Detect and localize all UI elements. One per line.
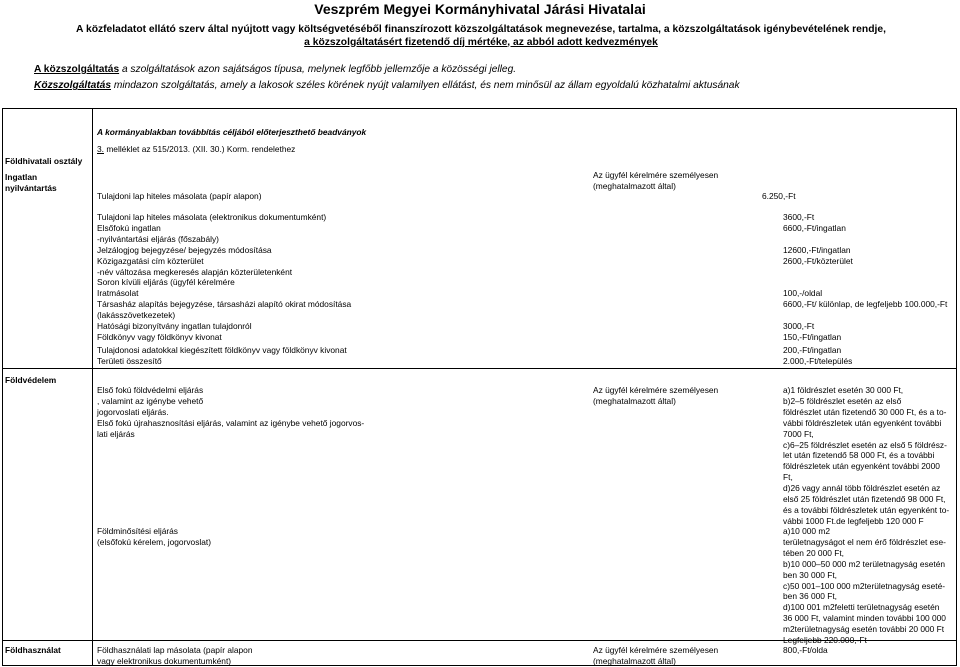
service-name: Tulajdoni lap hiteles másolata (elektronikus dokumentumként) <box>97 212 327 222</box>
service-name: Soron kívüli eljárás (ügyfél kérelmére <box>97 277 235 288</box>
fee-line: ben 30 000 Ft, <box>783 569 838 580</box>
service-name: Tulajdoni lap hiteles másolata (papír alapon) <box>97 191 262 201</box>
procedure-line: lati eljárás <box>97 428 135 439</box>
service-fee: 12600,-Ft/ingatlan <box>783 244 851 255</box>
service-fee: 100,-/oldal <box>783 288 823 299</box>
service-fee <box>783 234 947 245</box>
fee-line: vábbi 1000 Ft.de legfeljebb 120 000 F <box>783 515 924 526</box>
minosites-procedure <box>97 526 211 548</box>
intro-text-1: a szolgáltatások azon sajátságos típusa, melynek legfőbb jellemzője a közösségi jelleg. <box>119 64 517 75</box>
mode-line-2: (meghatalmazott által) <box>593 180 676 191</box>
category-foldhivatali: Földhivatali osztály <box>5 156 83 166</box>
fee-line: 7000 Ft, <box>783 428 814 439</box>
procedure-line: , valamint az igénybe vehető <box>97 395 204 406</box>
procedure-line: jogorvoslati eljárás. <box>97 406 169 417</box>
document-heading <box>62 24 900 49</box>
fee-line: tében 20 000 Ft, <box>783 547 844 558</box>
fee-line: ben 36 000 Ft, <box>783 591 838 602</box>
intro-term-2: Közszolgáltatás <box>34 80 111 91</box>
intro-definition-1 <box>34 64 516 75</box>
mode-line-1: Az ügyfél kérelmére személyesen <box>593 645 719 655</box>
service-name: Közigazgatási cím közterület <box>97 255 204 266</box>
mode-line-2: (meghatalmazott által) <box>593 655 676 666</box>
fee-line: első 25 földrészlet után fizetendő 98 000 Ft, <box>783 494 946 505</box>
ingatlan-fees-list-2 <box>783 345 852 367</box>
fee-line: területnagyságot el nem érő földrészlet ese- <box>783 536 946 547</box>
service-fee <box>783 267 947 278</box>
category-ingatlan-line-1: Ingatlan <box>5 172 38 182</box>
category-ingatlan <box>5 172 57 194</box>
service-fee: 6600,-Ft/ különlap, de legfeljebb 100.000,-Ft <box>783 299 948 310</box>
minosites-fee <box>783 526 946 646</box>
foldhasznalat-procedure <box>97 645 253 667</box>
foldhasznalat-fee: 800,-Ft/olda <box>783 645 828 655</box>
submission-mode-foldvedelem <box>593 385 718 407</box>
foldvedelem-procedure <box>97 385 364 440</box>
service-fee: 150,-Ft/ingatlan <box>783 331 842 342</box>
service-name: -nyilvántartási eljárás (főszabály) <box>97 233 219 244</box>
service-name: Elsőfokú ingatlan <box>97 222 161 233</box>
service-name: Iratmásolat <box>97 288 139 299</box>
procedure-line: (elsőfokú kérelem, jogorvoslat) <box>97 536 212 547</box>
service-name: Területi összesítő <box>97 355 162 366</box>
service-name: Jelzálogjog bejegyzése/ bejegyzés módosítása <box>97 244 272 255</box>
fee-line: c)6–25 földrészlet esetén az első 5 földrész- <box>783 439 947 450</box>
fee-line: vábbi földrészletek után egyenként további <box>783 417 942 428</box>
service-fee: 6600,-Ft/ingatlan <box>783 222 846 233</box>
ingatlan-services-list-2 <box>97 345 347 367</box>
service-fee <box>783 310 947 321</box>
mode-line-1: Az ügyfél kérelmére személyesen <box>593 385 719 395</box>
fee-line: d)26 vagy annál több földrészlet esetén az <box>783 483 941 494</box>
service-fee: 3600,-Ft <box>783 212 815 222</box>
service-name: Földkönyv vagy földkönyv kivonat <box>97 331 222 342</box>
ingatlan-fees-list <box>783 212 947 343</box>
fee-line: b)10 000–50 000 m2 területnagyság esetén <box>783 558 946 569</box>
mode-line-1: Az ügyfél kérelmére személyesen <box>593 170 719 180</box>
service-name: -név változása megkeresés alapján közterületenként <box>97 266 293 277</box>
heading-line-1: A közfeladatot ellátó szerv által nyújtott vagy költségvetéséből finanszírozott közszolgáltatások megnevezése, tartalma, a közszolgáltatások igénybevételének rendje, <box>76 24 886 35</box>
intro-definition-2 <box>34 80 740 91</box>
ingatlan-services-list <box>97 212 351 343</box>
fee-line: d)100 001 m2feletti területnagyság esetén <box>783 602 940 613</box>
fee-line: a)10 000 m2 <box>783 526 831 536</box>
fee-line: Legfeljebb 220.000,-Ft <box>783 635 867 646</box>
mode-line-2: (meghatalmazott által) <box>593 395 676 406</box>
service-fee: 6.250,-Ft <box>762 191 796 201</box>
service-fee: 200,-Ft/ingatlan <box>783 345 842 355</box>
procedure-line: vagy elektronikus dokumentumként) <box>97 655 232 666</box>
service-name: Társasház alapítás bejegyzése, társasházi alapító okirat módosítása <box>97 299 352 310</box>
service-fee: 3000,-Ft <box>783 321 815 332</box>
service-fee: 2600,-Ft/közterület <box>783 255 853 266</box>
section-note-number: 3. <box>97 144 104 154</box>
fee-line: let után fizetendő 58 000 Ft, és a további <box>783 450 935 461</box>
category-foldvedelem: Földvédelem <box>5 375 57 385</box>
procedure-line: Első fokú újrahasznosítási eljárás, valamint az igénybe vehető jogorvos- <box>97 417 365 428</box>
category-column-divider <box>92 108 93 666</box>
service-name: Tulajdonosi adatokkal kiegészített földkönyv vagy földkönyv kivonat <box>97 345 347 355</box>
fee-line: b)2–5 földrészlet esetén az első <box>783 395 902 406</box>
submission-mode-ingatlan <box>593 170 718 192</box>
fee-line: földrészletek után egyenként további 2000 <box>783 461 940 472</box>
service-name: Hatósági bizonyítvány ingatlan tulajdonról <box>97 321 252 332</box>
procedure-line: Földhasználati lap másolata (papír alapon <box>97 645 253 655</box>
fee-line: a)1 földrészlet esetén 30 000 Ft, <box>783 385 904 395</box>
category-foldhasznalat: Földhasználat <box>5 645 61 655</box>
procedure-line: Földminősítési eljárás <box>97 526 178 536</box>
fee-line: Ft, <box>783 472 793 483</box>
section-note-text: melléklet az 515/2013. (XII. 30.) Korm. rendelethez <box>104 144 296 154</box>
section-note <box>97 144 295 154</box>
fee-line: földrészlet után fizetendő 30 000 Ft, és a to- <box>783 406 947 417</box>
procedure-line: Első fokú földvédelmi eljárás <box>97 385 204 395</box>
page-title: Veszprém Megyei Kormányhivatal Járási Hivatalai <box>314 1 646 17</box>
foldvedelem-fee <box>783 385 949 527</box>
submission-mode-foldhasznalat <box>593 645 718 667</box>
fee-line: 36 000 Ft, valamint minden további 100 000 <box>783 613 946 624</box>
service-name: (lakásszövetkezetek) <box>97 310 176 321</box>
fee-line: c)50 001–100 000 m2területnagyság eseté- <box>783 580 946 591</box>
intro-text-2: mindazon szolgáltatás, amely a lakosok széles körének nyújt valamilyen ellátást, és nem minősül az állam egyoldalú közhatalmi aktusának <box>111 80 740 91</box>
service-fee: 2.000,-Ft/település <box>783 355 853 366</box>
row-divider-foldvedelem <box>2 368 957 369</box>
heading-line-2: a közszolgáltatásért fizetendő díj mértéke, az abból adott kedvezmények <box>304 36 658 48</box>
intro-term-1: A közszolgáltatás <box>34 64 120 75</box>
section-header: A kormányablakban továbbítás céljából előterjeszthető beadványok <box>97 127 367 137</box>
category-ingatlan-line-2: nyilvántartás <box>5 183 57 193</box>
fee-line: m2területnagyság esetén további 20 000 Ft <box>783 624 945 635</box>
fee-line: és a további földrészletek után egyenként to- <box>783 504 950 515</box>
service-fee <box>783 277 947 288</box>
